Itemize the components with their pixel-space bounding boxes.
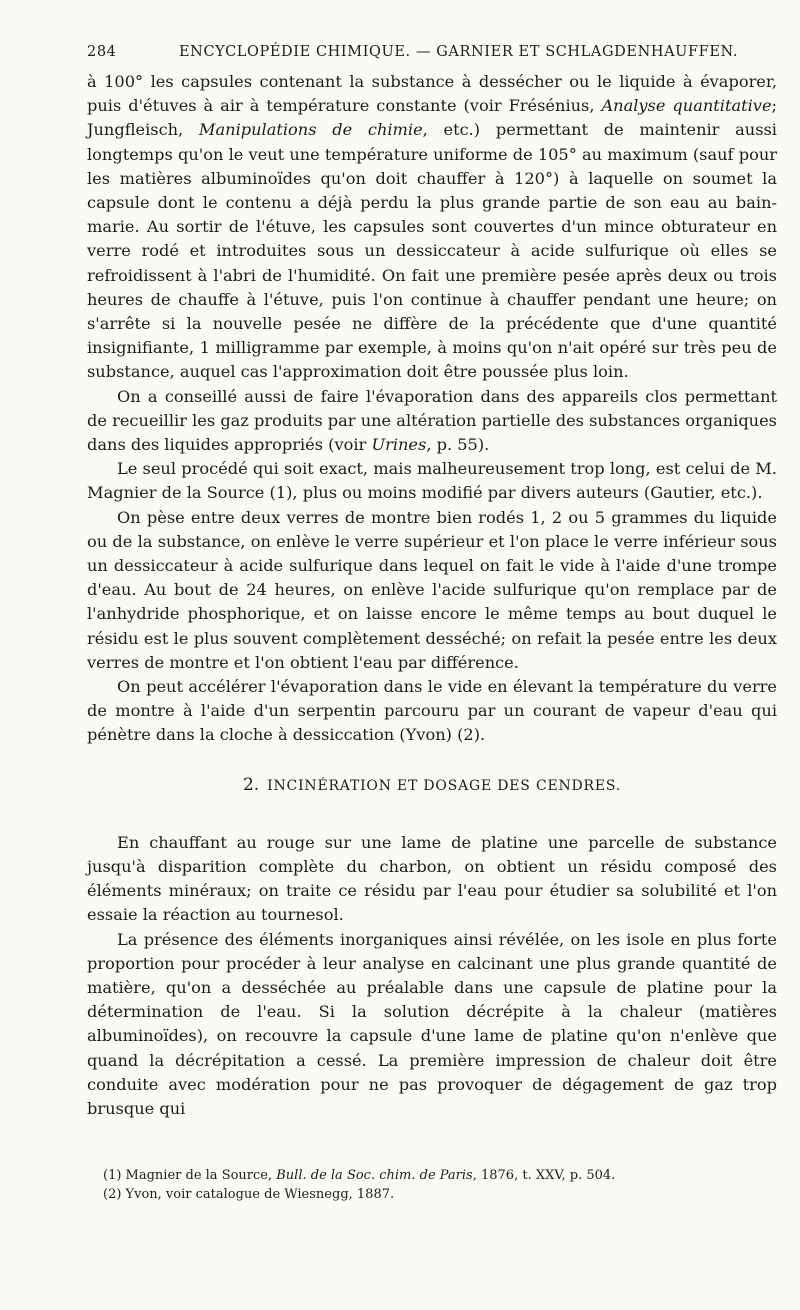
paragraph-acceleration: On peut accélérer l'évaporation dans le vide en élevant la température du verre de montre à l'aide d'un serpentin parcouru par un courant de vapeur d'eau qui pénètre dans la cloche à dessiccation (Yvon) (2).	[87, 677, 777, 745]
footnote-2: (2) Yvon, voir catalogue de Wiesnegg, 1887.	[103, 1187, 395, 1202]
section-heading	[87, 773, 777, 798]
body-text	[87, 70, 777, 1121]
page-header	[87, 44, 777, 70]
footnote-1: (1) Magnier de la Source, Bull. de la Soc. chim. de Paris, 1876, t. XXV, p. 504.	[103, 1168, 616, 1183]
page-number: 284	[87, 44, 117, 60]
italic-title: Manipulations de chimie	[198, 120, 423, 140]
running-title: ENCYCLOPÉDIE CHIMIQUE. — GARNIER ET SCHLAGDENHAUFFEN.	[179, 44, 739, 60]
italic-journal: Bull. de la Soc. chim. de Paris	[276, 1168, 473, 1183]
paragraph-elements-inorganiques: La présence des éléments inorganiques ainsi révélée, on les isole en plus forte proportion pour procéder à leur analyse en calcinant une plus grande quantité de matière, qu'on a desséchée au préalable dans une capsule de platine pour la détermination de l'eau. Si la solution décrépite à la chaleur (matières albuminoïdes), on recouvre la capsule d'une lame de platine qu'on n'enlève que quand la décrépitation a cessé. La première impression de chaleur doit être conduite avec modération pour ne pas provoquer de dégagement de gaz trop brusque qui	[87, 929, 777, 1118]
italic-title: Analyse quantitative	[601, 96, 772, 116]
paragraph-evaporation-clos: On a conseillé aussi de faire l'évaporation dans des appareils clos permettant de recueillir les gaz produits par une altération partielle des substances organiques dans des liquides appropriés (voir Urines, p. 55).	[87, 386, 777, 455]
italic-reference: Urines	[371, 435, 427, 455]
paragraph-incineration: En chauffant au rouge sur une lame de platine une parcelle de substance jusqu'à disparition complète du charbon, on obtient un résidu composé des éléments minéraux; on traite ce résidu par l'eau pour étudier sa solubilité et l'on essaie la réaction au tournesol.	[87, 832, 777, 925]
footnotes	[103, 1166, 763, 1204]
section-number: 2.	[242, 774, 260, 795]
paragraph-continued: à 100° les capsules contenant la substance à dessécher ou le liquide à évaporer, puis d'étuves à air à température constante (voir Frésénius, Analyse quantitative; Jungfleisch, Manipulations de chimie, etc.) permettant de maintenir aussi longtemps qu'on le veut une température uniforme de 105° au maximum (sauf pour les matières albuminoïdes qu'on doit chauffer à 120°) à laquelle on soumet la capsule dont le contenu a déjà perdu la plus grande partie de son eau au bain-marie. Au sortir de l'étuve, les capsules sont couvertes d'un mince obturateur en verre rodé et introduites sous un dessiccateur à acide sulfurique où elles se refroidissent à l'abri de l'humidité. On fait une première pesée après deux ou trois heures de chauffe à l'étuve, puis l'on continue à chauffer pendant une heure; on s'arrête si la nouvelle pesée ne diffère de la précédente que d'une quantité insignifiante, 1 milligramme par exemple, à moins qu'on n'ait opéré sur très peu de substance, auquel cas l'approximation doit être poussée plus loin.	[87, 72, 777, 382]
paragraph-pesee-verres: On pèse entre deux verres de montre bien rodés 1, 2 ou 5 grammes du liquide ou de la substance, on enlève le verre supérieur et l'on place le verre inférieur sous un dessiccateur à acide sulfurique dans lequel on fait le vide à l'aide d'une trompe d'eau. Au bout de 24 heures, on enlève l'acide sulfurique qu'on remplace par de l'anhydride phosphorique, et on laisse encore le même temps au bout duquel le résidu est le plus souvent complètement desséché; on refait la pesée entre les deux verres de montre et l'on obtient l'eau par différence.	[87, 507, 777, 672]
section-title: INCINÉRATION ET DOSAGE DES CENDRES.	[267, 777, 622, 794]
paragraph-procede-magnier: Le seul procédé qui soit exact, mais malheureusement trop long, est celui de M. Magnier de la Source (1), plus ou moins modifié par divers auteurs (Gautier, etc.).	[87, 459, 777, 503]
